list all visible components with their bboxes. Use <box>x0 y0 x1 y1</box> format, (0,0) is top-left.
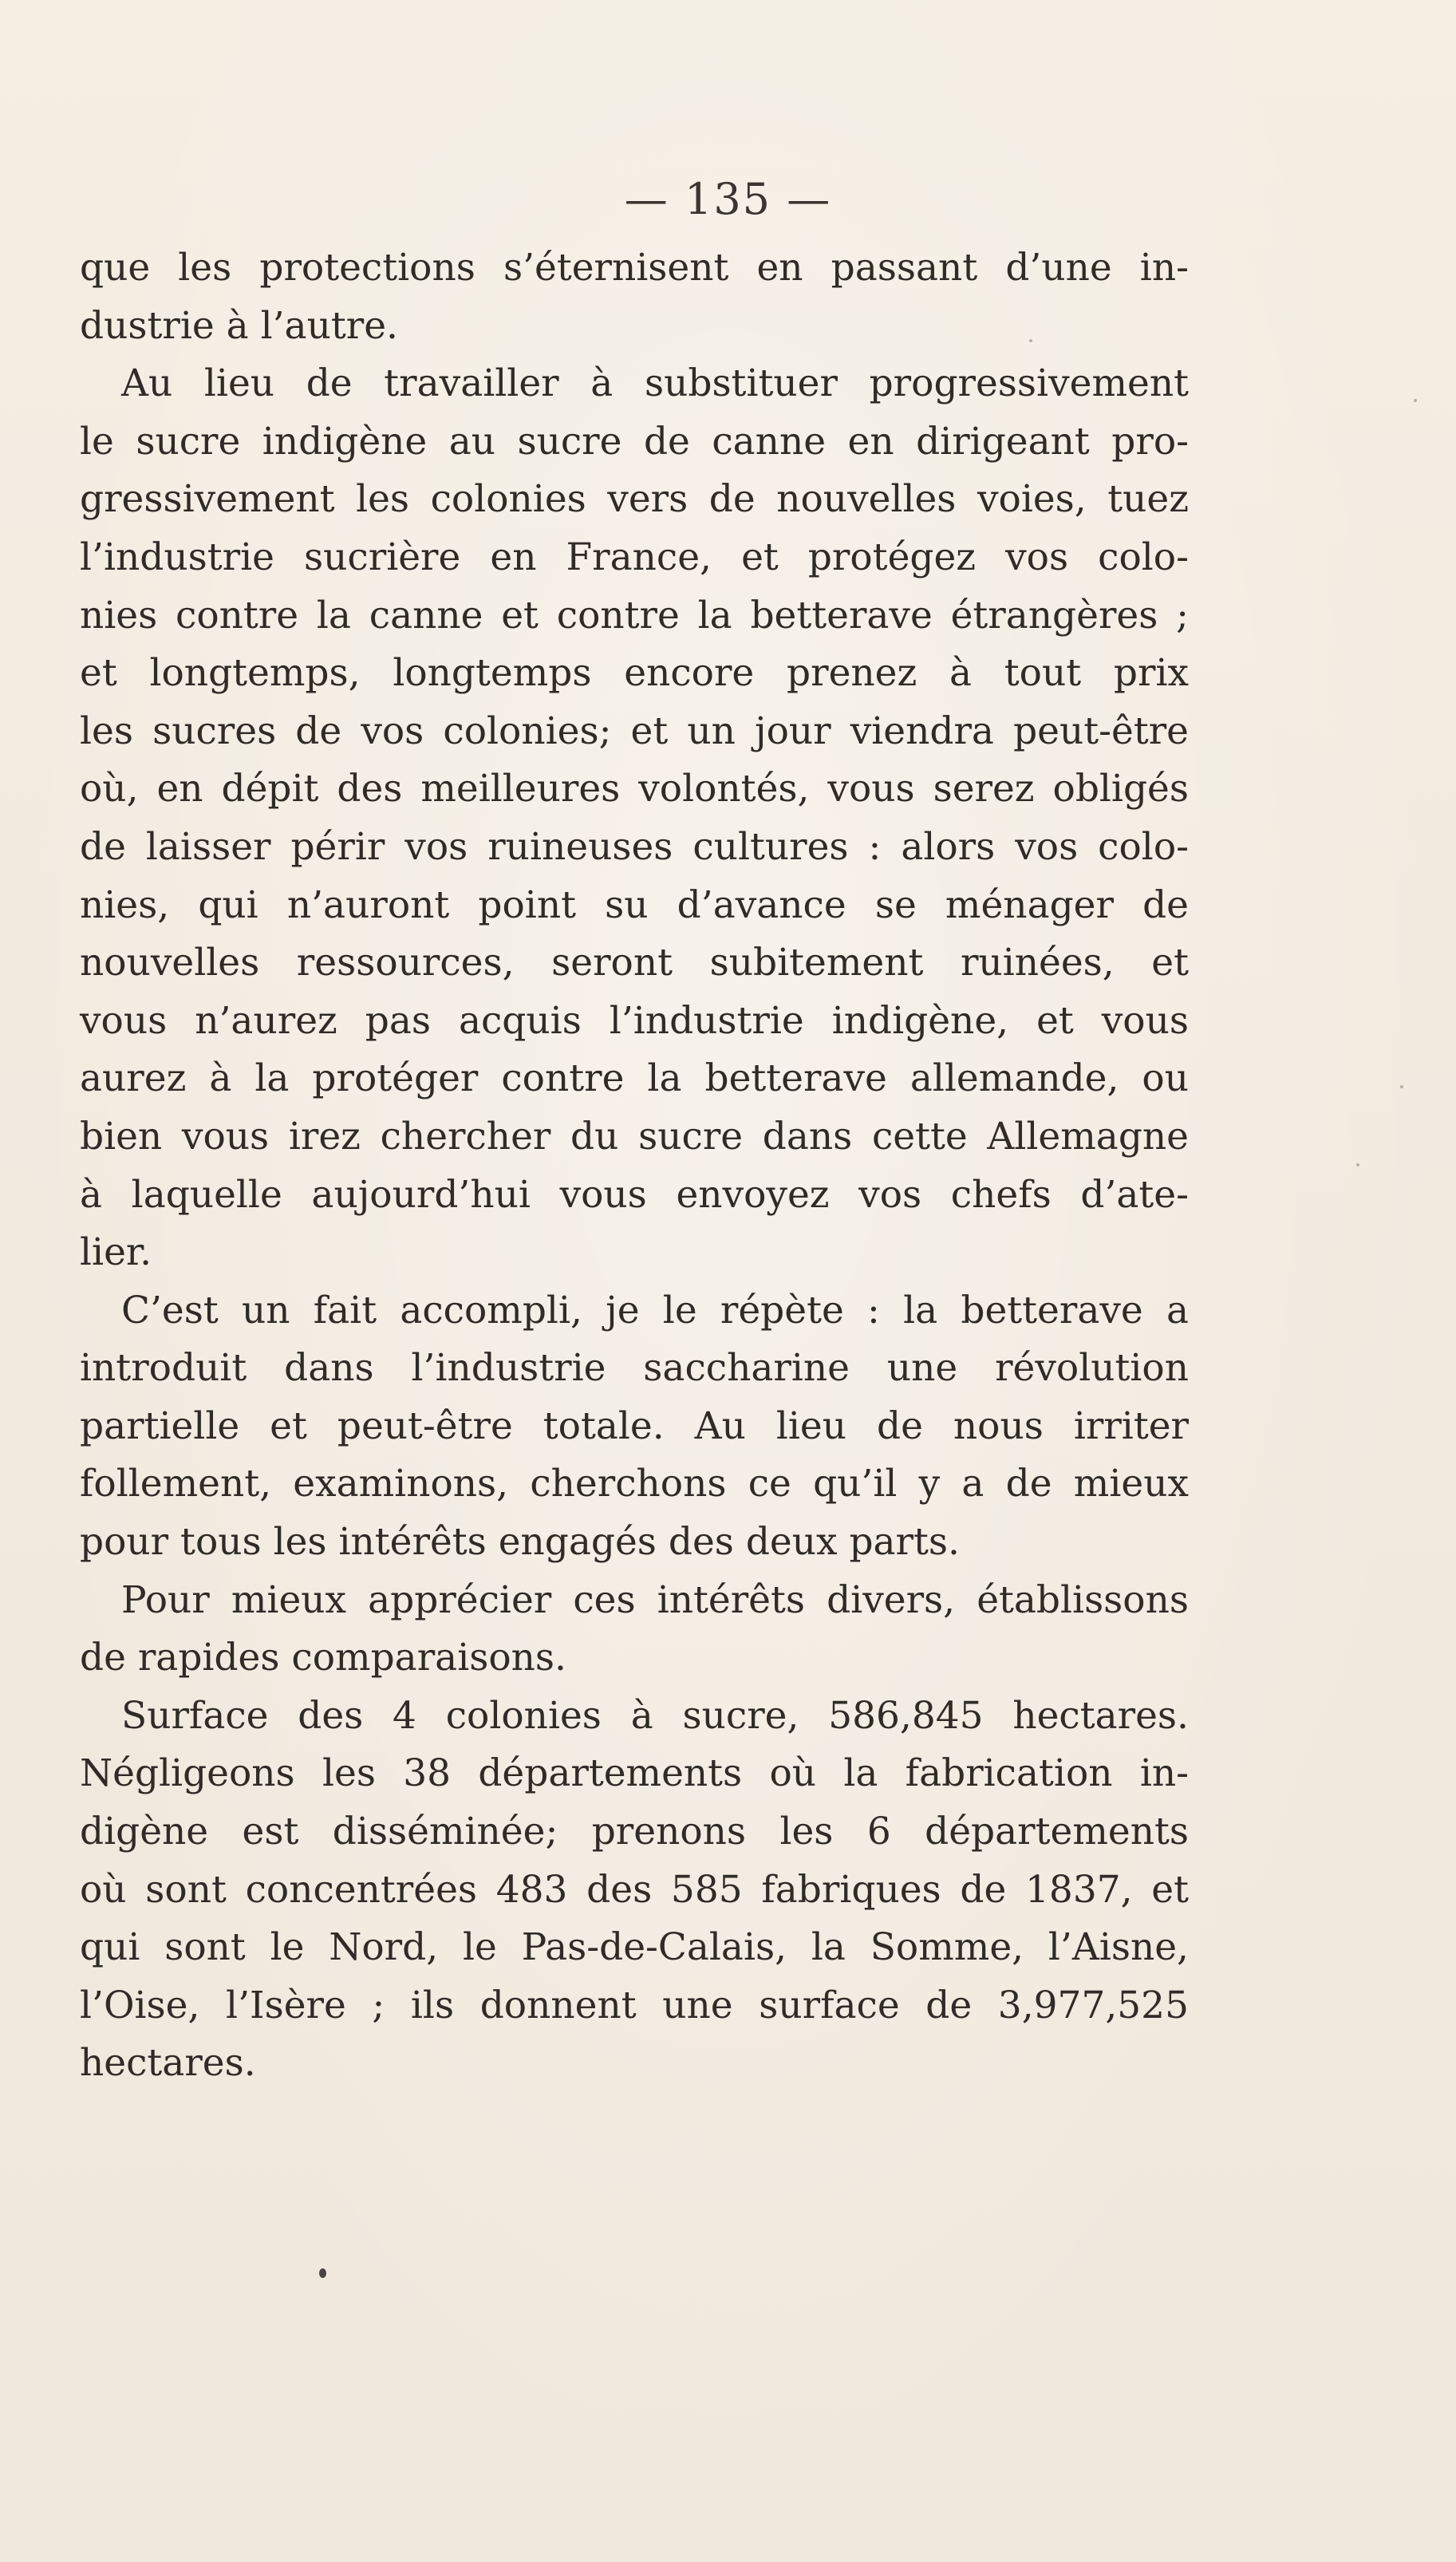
text-line: Négligeons les 38 départements où la fabrication in- <box>80 1751 1189 1796</box>
text-line: Au lieu de travailler à substituer progressivement <box>121 361 1189 406</box>
ink-mark <box>319 2268 326 2278</box>
text-line: introduit dans l’industrie saccharine une révolution <box>80 1346 1189 1391</box>
text-line: de laisser périr vos ruineuses cultures : alors vos colo- <box>80 824 1189 869</box>
text-line: pour tous les intérêts engagés des deux parts. <box>80 1520 960 1565</box>
text-line: hectares. <box>80 2041 256 2086</box>
text-line: digène est disséminée; prenons les 6 départements <box>80 1810 1189 1854</box>
text-line: follement, examinons, cherchons ce qu’il y a de mieux <box>80 1462 1189 1506</box>
text-line: C’est un fait accompli, je le répète : la betterave a <box>121 1288 1189 1332</box>
text-line: les sucres de vos colonies; et un jour viendra peut-être <box>80 709 1189 753</box>
paper-speck <box>1400 1085 1403 1088</box>
text-line: Pour mieux apprécier ces intérêts divers, établissons <box>121 1577 1189 1622</box>
text-line: Surface des 4 colonies à sucre, 586,845 hectares. <box>121 1693 1189 1738</box>
text-line: bien vous irez chercher du sucre dans cette Allemagne <box>80 1114 1189 1159</box>
text-line: partielle et peut-être totale. Au lieu de nous irriter <box>80 1403 1189 1448</box>
text-line: lier. <box>80 1230 152 1275</box>
text-line: l’Oise, l’Isère ; ils donnent une surface de 3,977,525 <box>80 1983 1189 2027</box>
text-line: nouvelles ressources, seront subitement ruinées, et <box>80 941 1189 985</box>
text-line: qui sont le Nord, le Pas-de-Calais, la Somme, l’Aisne, <box>80 1925 1189 1970</box>
paper-speck <box>1356 1163 1359 1167</box>
text-line: dustrie à l’autre. <box>80 303 398 348</box>
text-line: l’industrie sucrière en France, et protégez vos colo- <box>80 535 1189 579</box>
page-number: — 135 — <box>624 174 832 224</box>
text-line: à laquelle aujourd’hui vous envoyez vos chefs d’ate- <box>80 1172 1189 1217</box>
text-line: vous n’aurez pas acquis l’industrie indigène, et vous <box>80 998 1189 1043</box>
text-line: nies contre la canne et contre la betterave étrangères ; <box>80 593 1189 638</box>
text-line: aurez à la protéger contre la betterave allemande, ou <box>80 1056 1189 1101</box>
body-text <box>80 239 1189 2093</box>
text-line: où sont concentrées 483 des 585 fabriques de 1837, et <box>80 1867 1189 1912</box>
paper-speck <box>1414 399 1417 402</box>
text-line: que les protections s’éternisent en passant d’une in- <box>80 246 1189 290</box>
text-line: de rapides comparaisons. <box>80 1636 566 1680</box>
text-line: où, en dépit des meilleures volontés, vous serez obligés <box>80 767 1189 811</box>
text-line: et longtemps, longtemps encore prenez à tout prix <box>80 651 1189 696</box>
text-line: le sucre indigène au sucre de canne en dirigeant pro- <box>80 419 1189 464</box>
text-line: gressivement les colonies vers de nouvelles voies, tuez <box>80 477 1189 522</box>
text-line: nies, qui n’auront point su d’avance se ménager de <box>80 882 1189 927</box>
